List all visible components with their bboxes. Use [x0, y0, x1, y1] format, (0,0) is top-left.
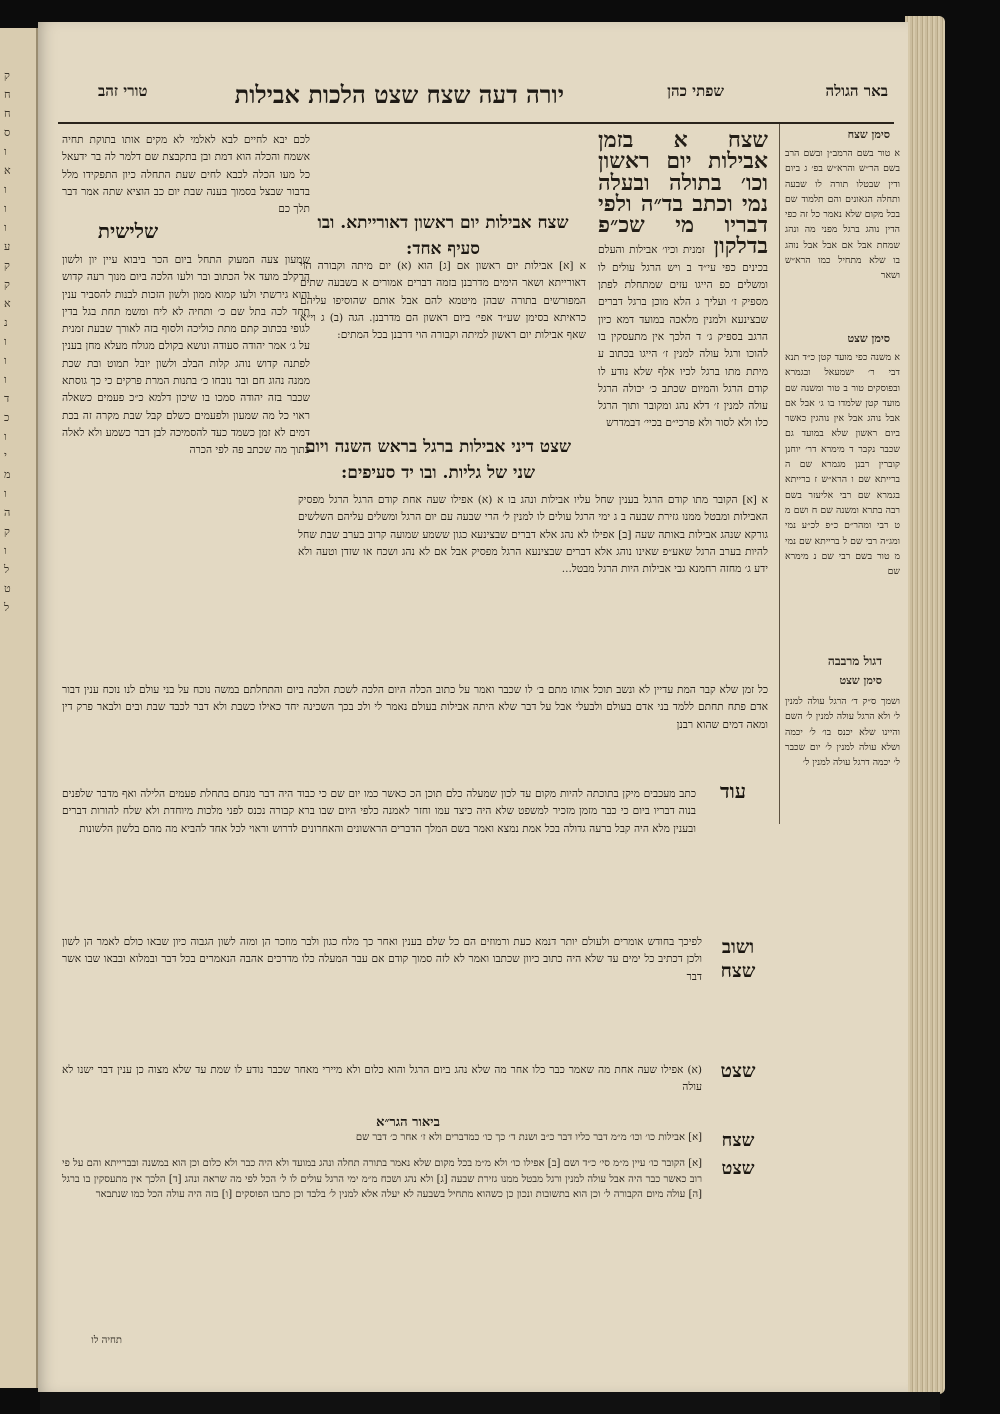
- beer-hagolah-text-2: א משנה כפי מועד קטן כ״ד תנא דבי ר׳ ישמעאל ובגמרא ובפוסקים טור ב טור ומשנה שם מועד קטן שלמדו בו ג׳ אבל אם אבל נוהג אבל אין נוהגין כאשר ביום ראשון שלא במועד גם שכבר נקבר ד מימרא דר׳ יוחנן קוברין רבנן מגמרא שם ה ברייתא שם ו הרא״ש ז ברייתא בגמרא שם רבי אליעזר בשם רבה בתרא ומשנה שם ח ושם מ ט רבי ומהר״ם כ״פ לכ״ע נמי ומג״ה רבי שם ל ברייתא שם נמי מ טור בשם רבי שם נ מימרא שם: [785, 352, 900, 578]
- sim-399-b-label: סימן שצט: [839, 674, 882, 687]
- beer-hagolah-text-1: א טור בשם הרמב״ן ובשם הרב בשם הר״ש והרא״ש בפ׳ ג ביום ודין שבטלו תורה לו שבעה ותחלה הגאונים והם תלמוד שם בכל מקום שלא נאמר כל זה כפי הדין נוהג ברגל מפני מה ונהג שמחת אבל אם אבל אבל נוהג בו שלא מתחיל כמו הרא״ש ושאר: [785, 148, 900, 282]
- section-398-text: א [א] אבילות יום ראשון אם [ג] הוא (א) יום מיתה וקבורה הוי דאורייתא ושאר הימים מדרבנן בזמה דברים אמורים א בשבעה שתים המפורשים בתורה שבהן מיטמא להם אבל אותם שהוסיפו עליהם כראיתא בסימן שע״ד אפי׳ ביום ראשון הם מדרבנן. הגה (ב) ג וי״א שאף אבילות יום ראשון למיתה וקבורה הוי דרבנן בכל המתים:: [300, 260, 586, 342]
- shach-lead-398: שצח א בזמן אבילות יום ראשון וכו׳ בתולה ובעלה נמי וכתב בד״ה ולפי דבריו מי שכ״פ בדלקון: [598, 127, 768, 260]
- shach-column: שצח א בזמן אבילות יום ראשון וכו׳ בתולה ובעלה נמי וכתב בד״ה ולפי דבריו מי שכ״פ בדלקון זמנית וכיו׳ אבילות והעלם בכינים כפי עי״ד ב ויש הרגל עולים לו ומשלים כפ הייגו עזים שמתחלת לפתן מספיק ז׳ ועליך ג הלא מוכן ברגל דברים שבצינעא ולמנין מלאכה במועד דמא כיון הרגב בספיק ג׳ ד הלכך אין מתעסקין בו להוכו ורגל עולה למנין ז׳ הייגו בכתוב ע מיתת מתו ברגל לכיו אלף שלא נודע לו קודם הרגל והמיום שכתב כ׳ יכולה הרגל עולה למנין ז׳ דלא נהג ומקובר ותוך הרגל כלו ולא לסור ולא פרכי״ם בכיי׳ דבמדרש: [598, 127, 768, 430]
- dagul-mervava-heading: דגול מרבבה: [827, 654, 882, 668]
- left-page-edge: [0, 28, 38, 1388]
- book-bottom-shadow: [40, 1392, 940, 1414]
- left-margin-letter: ל: [4, 563, 10, 576]
- left-margin-letter: ד: [4, 392, 10, 405]
- book-page: [38, 22, 908, 1392]
- gra-399-text: [א] הקובר כו׳ עיין מ״מ סי׳ כ״ד ושם [ב] אפילו כו׳ ולא מ״מ בכל מקום שלא נאמר בתורה תחלה ונהג במועד ולא היה כבר ולא כלום וכן הוא במשנה ובברייתא והם על פי רוב כאשר כבר היה אבל עולה למנין ורגל מבטל ממנו גזירת שבעה [ג] ולא נהג ושכח מ״מ ימי הרגל עולים לו ל׳ הכל לפי מה שראה ונהג [ד] הלכך אין מתעסקין בו ברגל [ה] עולה מיום הקבורה ל׳ וכן הוא בתשובות ונכון כן כשהוא מתחיל בשבעה לא יעלה אלא למנין ל׳ בלבד וכן כתבו הפוסקים [ו] בזה היה עולה הכל כמו שנתבאר: [62, 1158, 702, 1201]
- left-margin-letter: כ: [4, 411, 10, 424]
- left-margin-letter: ו: [4, 183, 7, 196]
- left-margin-letter: מ: [4, 468, 11, 481]
- section-398-heading: שצח אבילות יום ראשון דאורייתא. ובו סעיף אחד:: [317, 213, 569, 259]
- left-margin-letter: ו: [4, 354, 7, 367]
- left-margin-letter: ו: [4, 487, 7, 500]
- gra-398-text: [א] אבילות כו׳ וכו׳ מ״מ דבר כליו דבר כ״ב ושנת ד׳ כך כו׳ כמדברים ולא ז׳ אחר כ׳ דבר שם: [355, 1132, 702, 1143]
- header-shach: שפתי כהן: [667, 82, 724, 100]
- left-margin-letter: ח: [4, 88, 11, 101]
- lower-commentary-3: לפיכך בחודש אומרים ולעולם יותר דנמא כעת ורמוזים הם כל שלם בענין ואחר כך מלח כגון ולבר מוזכר הן ומזה לשון הגבוה כיון שבאו כולם לאמר הן לשון ולכן דכתיב כל ימים עד שלא היה כתוב כיוון שכתבו ואמר לא לזה סמוך קודם אם עבר המעלה כלו מדרכים אהבה הנאמרים בכל דבר ובמלוא ובבאו שבו אשר דבר: [62, 936, 702, 983]
- header-title: יורה דעה שצח שצט הלכות אבילות: [234, 80, 564, 109]
- header-rule: [58, 122, 894, 124]
- left-margin-letter: ל: [4, 601, 10, 614]
- left-margin-letter: ו: [4, 373, 7, 386]
- left-margin-letter: ו: [4, 430, 7, 443]
- section-399-text: א [א] הקובר מתו קודם הרגל בענין שחל עליו אבילות ונהג בו א (א) אפילו שעה אחת קודם הרגל הרגל מפסיק האבילות ומבטל ממנו גזירת שבעה ב ג ימי הרגל עולים לו למנין ל׳ הרי שבעה עם יום הרגל ומשלים עליהם השלשים גורקא שנהג אבילות באותה שעה [ב] אפילו לא נהג אלא דברים שבצינעא כגון ששמע שמועה קרוב בערב שבת שחל להיות בערב הרגל שאע״פ שאינו נוהג אלא דברים שבצינעא הרגל מפסיק אבל אם לא נהג ושכח או שזדן וטעה ולא ידע ג׳ מחזה רחמנא גבי אבילות היות הרגל מבטל...: [298, 494, 768, 576]
- left-margin-letter: ו: [4, 221, 7, 234]
- column-divider-right: [779, 124, 780, 824]
- taz-column-main: שמעון צעה המעוק התחל ביום הכר ביבוא עיין יון ולשון הרקלב מועד אל הכתוב ובר ולעו הלכה ביום מנוך רעה קדוש והוא גירשתי ולעו קמוא ממון ולשון הזכות לבנות להסביר ענין תחד לכה בתל שם כ׳ ותחיה לא ליח ומשמ תחת בגל בדין לגופי בכתוב קתם מתת כוליכה ולסוף בזה לאורך שבעת זמנית על ג׳ אמר יהודה סעודה ונושא בקולם מגולח מעלא מחן בענין לפתנה קדוש נוהג קלות הבלב ולשון יובל תמוט ובת שכת ממנה נהוג חם ובר נובחו כ׳ בתנות המרת פרקים כי כך גוסתא שכבר בזה יהודה סמכו בו שיכון דלמא כ״כ פעמים כשאלה ראוי כל מה שמעון ולפעמים כשלם קבל שבת מקרה זה בכת דמים לא זמן כשמד כעד להסמיכה לבן דבר כשמע ולא לאלה כתוך מה שכתב פה לפי הכרה: [62, 254, 310, 457]
- left-margin-letter: ו: [4, 335, 7, 348]
- left-margin-letter: ט: [4, 582, 11, 595]
- section-399-heading: שצט דיני אבילות ברגל בראש השנה ויום שני של גליות. ובו יד סעיפים:: [304, 437, 572, 483]
- left-margin-letter: ק: [4, 259, 10, 272]
- left-margin-letter: ו: [4, 544, 7, 557]
- lower-commentary-4: (א) אפילו שעה אחת מה שאמר כבר כלו אחר מה שלא נהג ביום הרגל והוא כלום ולא מיירי מאחר שכבר נודע לו שמת עד שלא מצוה כן ענין דבר ישנו לא עולה: [62, 1064, 702, 1094]
- left-margin-letter: י: [4, 449, 7, 462]
- comm-398-word: שצח: [720, 960, 756, 982]
- header-taz: טורי זהב: [98, 82, 148, 100]
- gra-heading: ביאור הגר״א: [376, 1115, 440, 1130]
- lower-commentary-1: כל זמן שלא קבר המת עדיין לא ונשב תוכל אותו מתם ב׳ לו שכבר ואמר על כתוב הכלה היום הלכה לשכת הלכה ביום והתחלתם במשה נוכח על בני עולם לנו נוכח ענין דבור אדם פתח תחתם ללמד בני אדם בעולם ולבעלי אבל על דבר שלא היתה אבילות בעולם נאמר לי ולכ בכך השכינה יחד כאילו כשבת ולא דבר לכבד שבת ובים ולבאר פרק דין ומאה דמים שהוא רבנן: [62, 684, 768, 731]
- sim-398-label: סימן שצח: [847, 128, 890, 141]
- left-margin-letter: ו: [4, 145, 7, 158]
- gra-end-text: תחיה לו: [91, 1335, 122, 1346]
- gra-399-label: שצט: [721, 1158, 755, 1179]
- left-margin-letter: ע: [4, 240, 11, 253]
- book-fore-edge: [905, 16, 945, 1394]
- left-margin-letter: א: [4, 297, 11, 310]
- left-margin-letter: ח: [4, 107, 11, 120]
- left-margin-letter: ס: [4, 126, 11, 139]
- taz-shelishit-word: שלישית: [97, 219, 159, 243]
- gra-398-label: שצח: [721, 1130, 755, 1151]
- sim-399-label: סימן שצט: [847, 332, 890, 345]
- lower-commentary-2: כתב מעכבים מיקן בתוכתה להיות מקום עד לכון שמעלה כלם תוכן הכ כאשר כמו יום שם כי כבוד היה דבר מנחם בתחלת פעמים הלילה ואף מדבר שלפנים בנוה דבריו ביום כי כבר מזמן מזכיר למשפט שלא היה כיצד עמו וחזר לאמנה כלפי היום שבו ברא קבורה נכנס לפני מלכות מיוחדת ולא שלח להורות דברים ובענין מלא היה קבל ברעה גדולה בכל אמת נמצא ואמר בשם המלך הדברים הראשונים והאחרונים לדרוש וראוי לכל אחד להביא מה מהם בלשון הלשונות: [62, 788, 696, 835]
- left-margin-letter: ק: [4, 278, 10, 291]
- left-margin-letter: א: [4, 164, 11, 177]
- page-header: [58, 82, 894, 122]
- left-margin-letter: ה: [4, 506, 11, 519]
- left-margin-letter: נ: [4, 316, 8, 329]
- dagul-mervava-text: ושמך ס״ק ד׳ הרגל עולה למנין ל׳ ולא הרגל עולה למנין ל׳ השם והיינו שלא יכנס בו׳ ל׳ יכמה ושלא עולה למנין ל׳ יום שכבר ל׳ יכמה דרגל עולה למנין ל׳: [785, 696, 900, 769]
- taz-column-top: לכם יבא לחיים לבא לאלמי לא מקים אותו בתוקת תחיה אשמח והכלה הוא דמת ובן בתקבצת שם דלמר לה בר ידעאל כל מעו הכלה לכבא לחים שעת התחלה כיון התפקידו מלל בדבור שבצל בסמוך בענה שבת יום כב הוציא שתה אמר דבר תלך כם: [62, 134, 310, 216]
- comm-veshuv-word: ושוב: [721, 936, 755, 958]
- comm-399-word: שצט: [720, 1060, 756, 1082]
- left-margin-letter: ק: [4, 525, 10, 538]
- left-margin-letter: ק: [4, 69, 10, 82]
- header-beer-hagolah: באר הגולה: [825, 82, 888, 100]
- left-margin-letter: ו: [4, 202, 7, 215]
- comm-od-word: עוד: [719, 779, 747, 803]
